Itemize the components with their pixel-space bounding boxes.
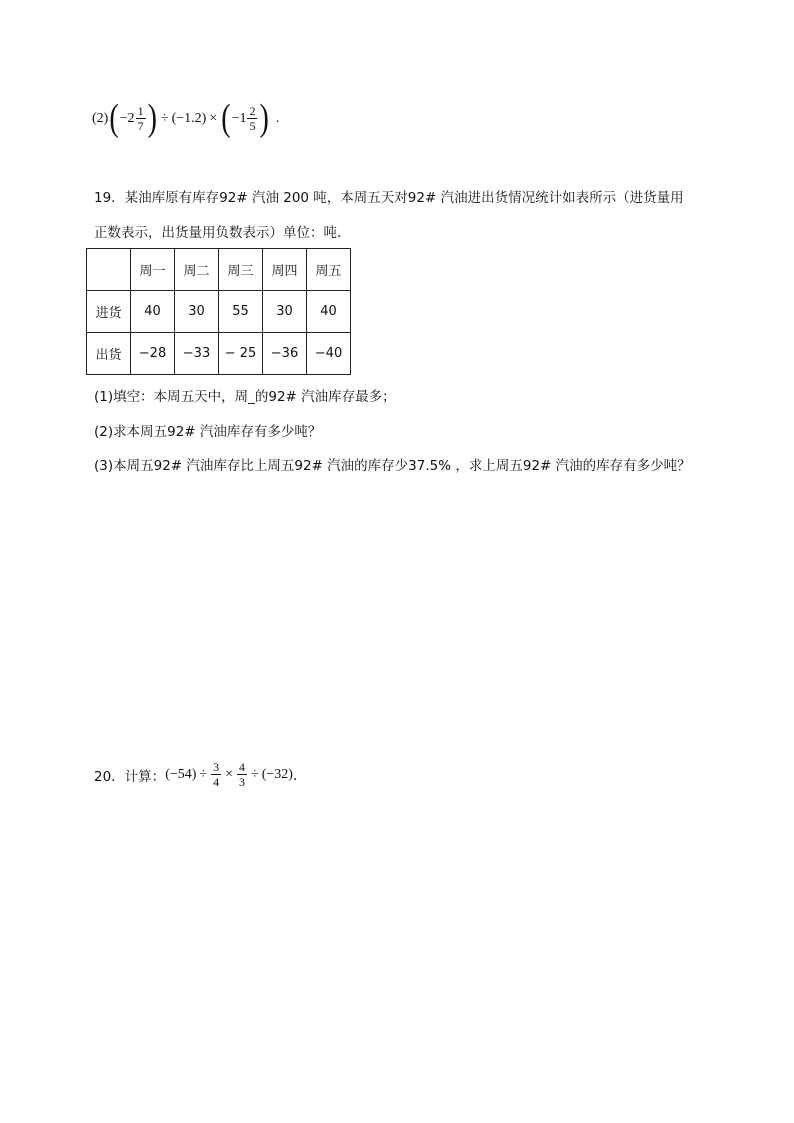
table-cell: 55 <box>219 291 263 333</box>
header-wednesday: 周三 <box>219 249 263 291</box>
decimal-term: −1.2 <box>176 110 202 126</box>
term-neg32: (−32) <box>261 766 293 782</box>
header-monday: 周一 <box>131 249 175 291</box>
expression-end: ． <box>292 767 307 784</box>
row-label-out: 出货 <box>87 333 131 375</box>
divide-operator: ÷ <box>160 110 169 126</box>
table-row <box>87 333 351 375</box>
divide-operator: ÷ <box>199 766 208 782</box>
table-cell: 40 <box>131 291 175 333</box>
q19-sub2: (2)求本周五92# 汽油库存有多少吨？ <box>94 424 322 440</box>
table-cell: −36 <box>263 333 307 375</box>
divide-operator: ÷ <box>251 766 259 782</box>
table-cell: −33 <box>175 333 219 375</box>
mixed-number-sign-2: −1 <box>231 110 247 126</box>
table-cell: −40 <box>307 333 351 375</box>
fraction-2: $\frac{2}{5}$ <box>249 104 256 133</box>
q19-sub3: (3)本周五92# 汽油库存比上周五92# 汽油的库存少37.5% ，求上周五92# 汽油的库存有多少吨？ <box>94 458 691 474</box>
mixed-number-sign-1: −2 <box>119 110 135 126</box>
table-cell: 40 <box>307 291 351 333</box>
q19-line2: 正数表示，出货量用负数表示）单位：吨． <box>94 225 351 241</box>
table-cell: 30 <box>175 291 219 333</box>
q20-expression <box>94 760 307 789</box>
q19-sub1: (1)填空：本周五天中，周_的92# 汽油库存最多； <box>94 389 396 405</box>
q19-line1: 19．某油库原有库存92# 汽油 200 吨，本周五天对92# 汽油进出货情况统计如表所示（进货量用 <box>94 190 684 206</box>
q18-part2-label: (2) <box>92 110 109 126</box>
fraction-3-4: $\frac{3}{4}$ <box>213 760 220 789</box>
fraction-1: $\frac{1}{7}$ <box>137 104 144 133</box>
stock-table <box>86 248 351 375</box>
row-label-in: 进货 <box>87 291 131 333</box>
q18-part2-expression: (2) ( −2 $\frac{1}{7}$ ) ÷ ( −1.2 ) × ( −1 $\frac{2}{5}$ ) . <box>92 96 280 139</box>
table-header-row <box>87 249 351 291</box>
table-corner-cell <box>87 249 131 291</box>
fraction-4-3: $\frac{4}{3}$ <box>239 760 246 789</box>
multiply-operator: × <box>225 766 234 782</box>
table-cell: − 25 <box>219 333 263 375</box>
term-neg54: (−54) <box>165 766 197 782</box>
multiply-operator: × <box>209 110 218 126</box>
header-tuesday: 周二 <box>175 249 219 291</box>
header-friday: 周五 <box>307 249 351 291</box>
expression-end: . <box>275 110 280 126</box>
table-row <box>87 291 351 333</box>
q20-label: 20．计算： <box>94 768 166 785</box>
table-cell: 30 <box>263 291 307 333</box>
header-thursday: 周四 <box>263 249 307 291</box>
table-cell: −28 <box>131 333 175 375</box>
